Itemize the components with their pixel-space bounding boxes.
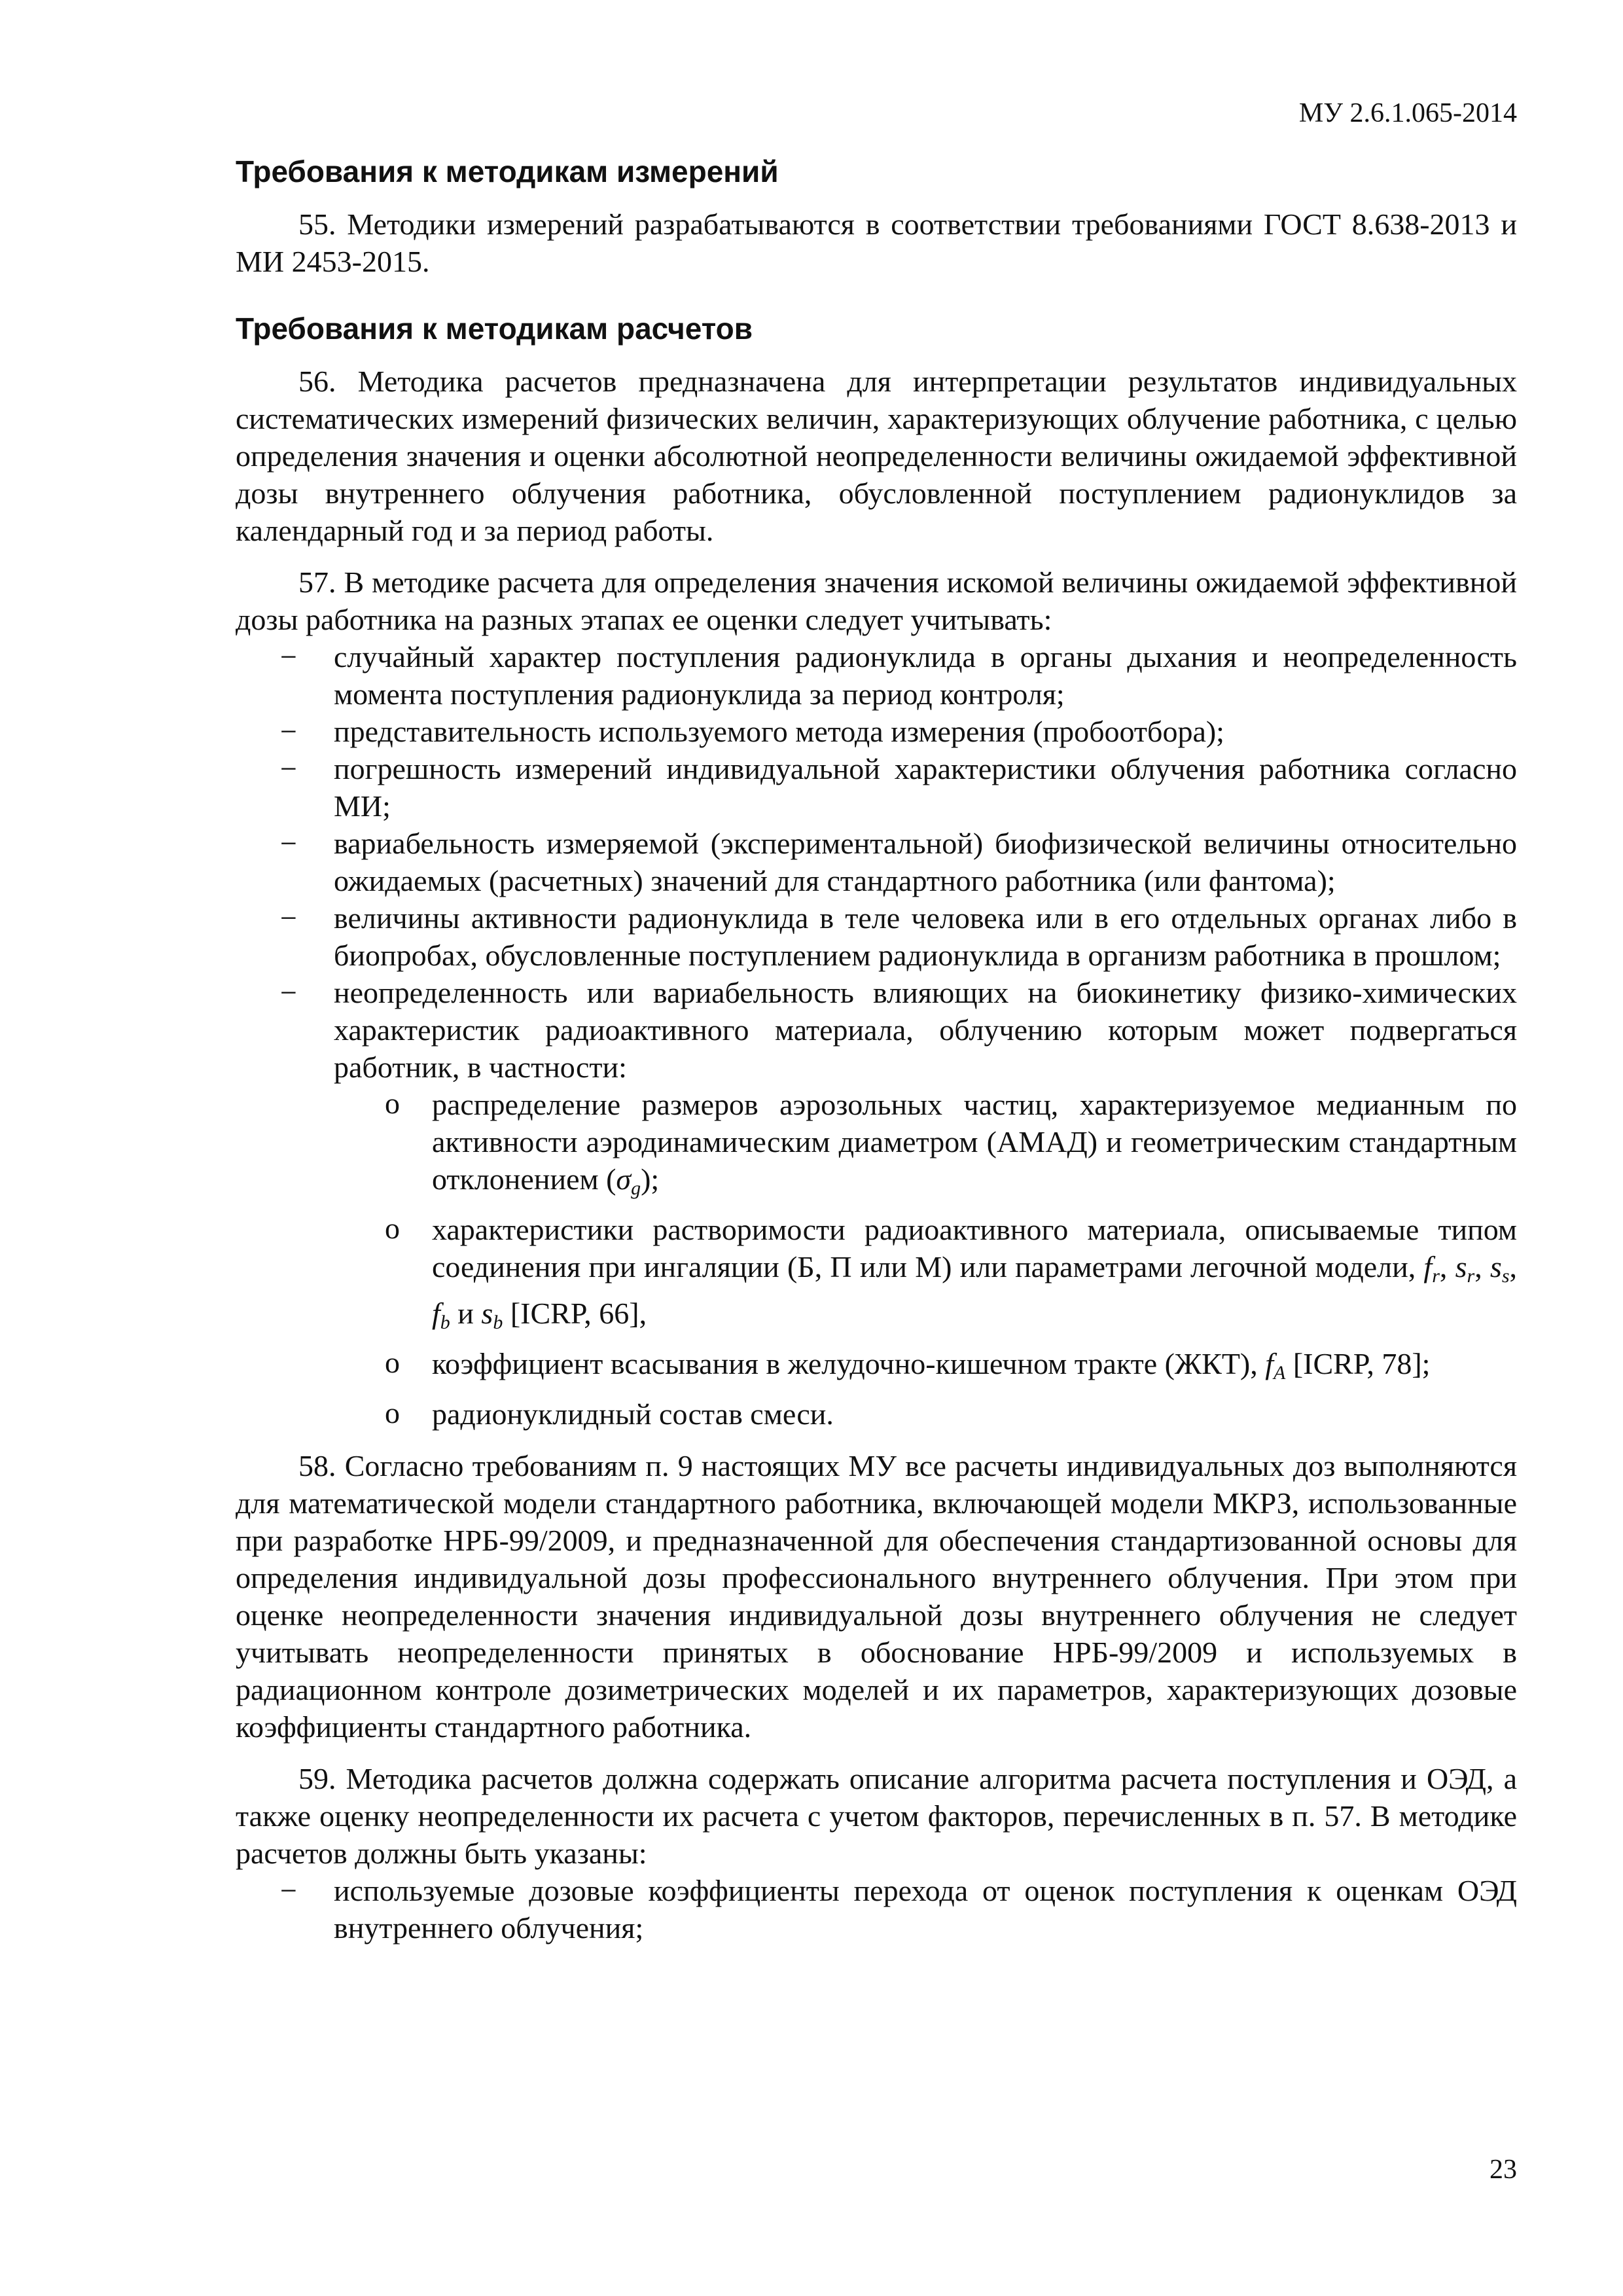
sub-list [334, 1086, 1517, 1433]
requirements-list [236, 1872, 1517, 1946]
list-item-physicochemical [334, 974, 1517, 1433]
paragraph-57: 57. В методике расчета для определения значения искомой величины ожидаемой эффективной дозы работника на разных этапах ее оценки следует учитывать: [236, 565, 1517, 636]
list-item: − случайный характер поступления радионуклида в органы дыхания и неопределенность момента поступления радионуклида за период контроля; [334, 638, 1517, 713]
page-number: 23 [1489, 2155, 1517, 2185]
paragraph-56: 56. Методика расчетов предназначена для интерпретации результатов индивидуальных систематических измерений физических величин, характеризующих облучение работника, с целью определения значения и оценки абсолютной неопределенности величины ожидаемой эффективной дозы внутреннего облучения работника, обусловленной поступлением радионуклидов за календарный год и за период работы. [236, 365, 1517, 547]
list-item: − используемые дозовые коэффициенты перехода от оценок поступления к оценкам ОЭД внутреннего облучения; [334, 1872, 1517, 1946]
paragraph-58: 58. Согласно требованиям п. 9 настоящих МУ все расчеты индивидуальных доз выполняются для математической модели стандартного работника, включающей модели МКРЗ, использованные при разработке НРБ-99/2009, и предназначенной для обеспечения стандартизованной основы для определения индивидуальной дозы профессионального внутреннего облучения. При этом при оценке неопределенности значения индивидуальной дозы внутреннего облучения не следует учитывать неопределенности принятых в обоснование НРБ-99/2009 и используемых в радиационном контроле дозиметрических моделей и их параметров, характеризующих дозовые коэффициенты стандартного работника. [236, 1449, 1517, 1744]
list-item: − величины активности радионуклида в теле человека или в его отдельных органах либо в биопробах, обусловленные поступлением радионуклида в организм работника в прошлом; [334, 899, 1517, 974]
document-code: МУ 2.6.1.065-2014 [1298, 98, 1517, 128]
sub-list-item-absorption: o коэффициент всасывания в желудочно-кишечном тракте (ЖКТ), $f_A$ [ICRP, 78]; [432, 1345, 1517, 1391]
factors-list [236, 638, 1517, 1433]
paragraph-59: 59. Методика расчетов должна содержать описание алгоритма расчета поступления и ОЭД, а также оценку неопределенности их расчета с учетом факторов, перечисленных в п. 57. В методике расчетов должны быть указаны: [236, 1762, 1517, 1870]
list-item-text: неопределенность или вариабельность влияющих на биокинетику физико-химических характеристик радиоактивного материала, облучению которым может подвергаться работник, в частности: [334, 976, 1517, 1084]
sub-list-item-solubility: o характеристики растворимости радиоактивного материала, описываемые типом соединения при ингаляции (Б, П или М) или параметрами легочной модели, $f_r$, $s_r$, $s_s$, $f_b$ и $s_b$ [ICRP, 66], [432, 1211, 1517, 1341]
list-item: − представительность используемого метода измерения (пробоотбора); [334, 713, 1517, 750]
section-heading-calculation-methods: Требования к методикам расчетов [236, 312, 753, 346]
list-item: − погрешность измерений индивидуальной характеристики облучения работника согласно МИ; [334, 750, 1517, 825]
sub-list-item-particle-size: o распределение размеров аэрозольных частиц, характеризуемое медианным по активности аэродинамическим диаметром (АМАД) и геометрическим стандартным отклонением $(\sigma_g)$; [432, 1086, 1517, 1207]
list-item: − вариабельность измеряемой (экспериментальной) биофизической величины относительно ожидаемых (расчетных) значений для стандартного работника (или фантома); [334, 825, 1517, 899]
fa-symbol: f [1265, 1347, 1274, 1380]
sigma-symbol: σ [616, 1162, 632, 1196]
paragraph-55: 55. Методики измерений разрабатываются в соответствии требованиями ГОСТ 8.638-2013 и МИ 2453-2015. [236, 207, 1517, 278]
section-heading-measurement-methods: Требования к методикам измерений [236, 154, 779, 188]
sub-list-item-composition: o радионуклидный состав смеси. [432, 1395, 1517, 1433]
document-body [236, 152, 1517, 1946]
